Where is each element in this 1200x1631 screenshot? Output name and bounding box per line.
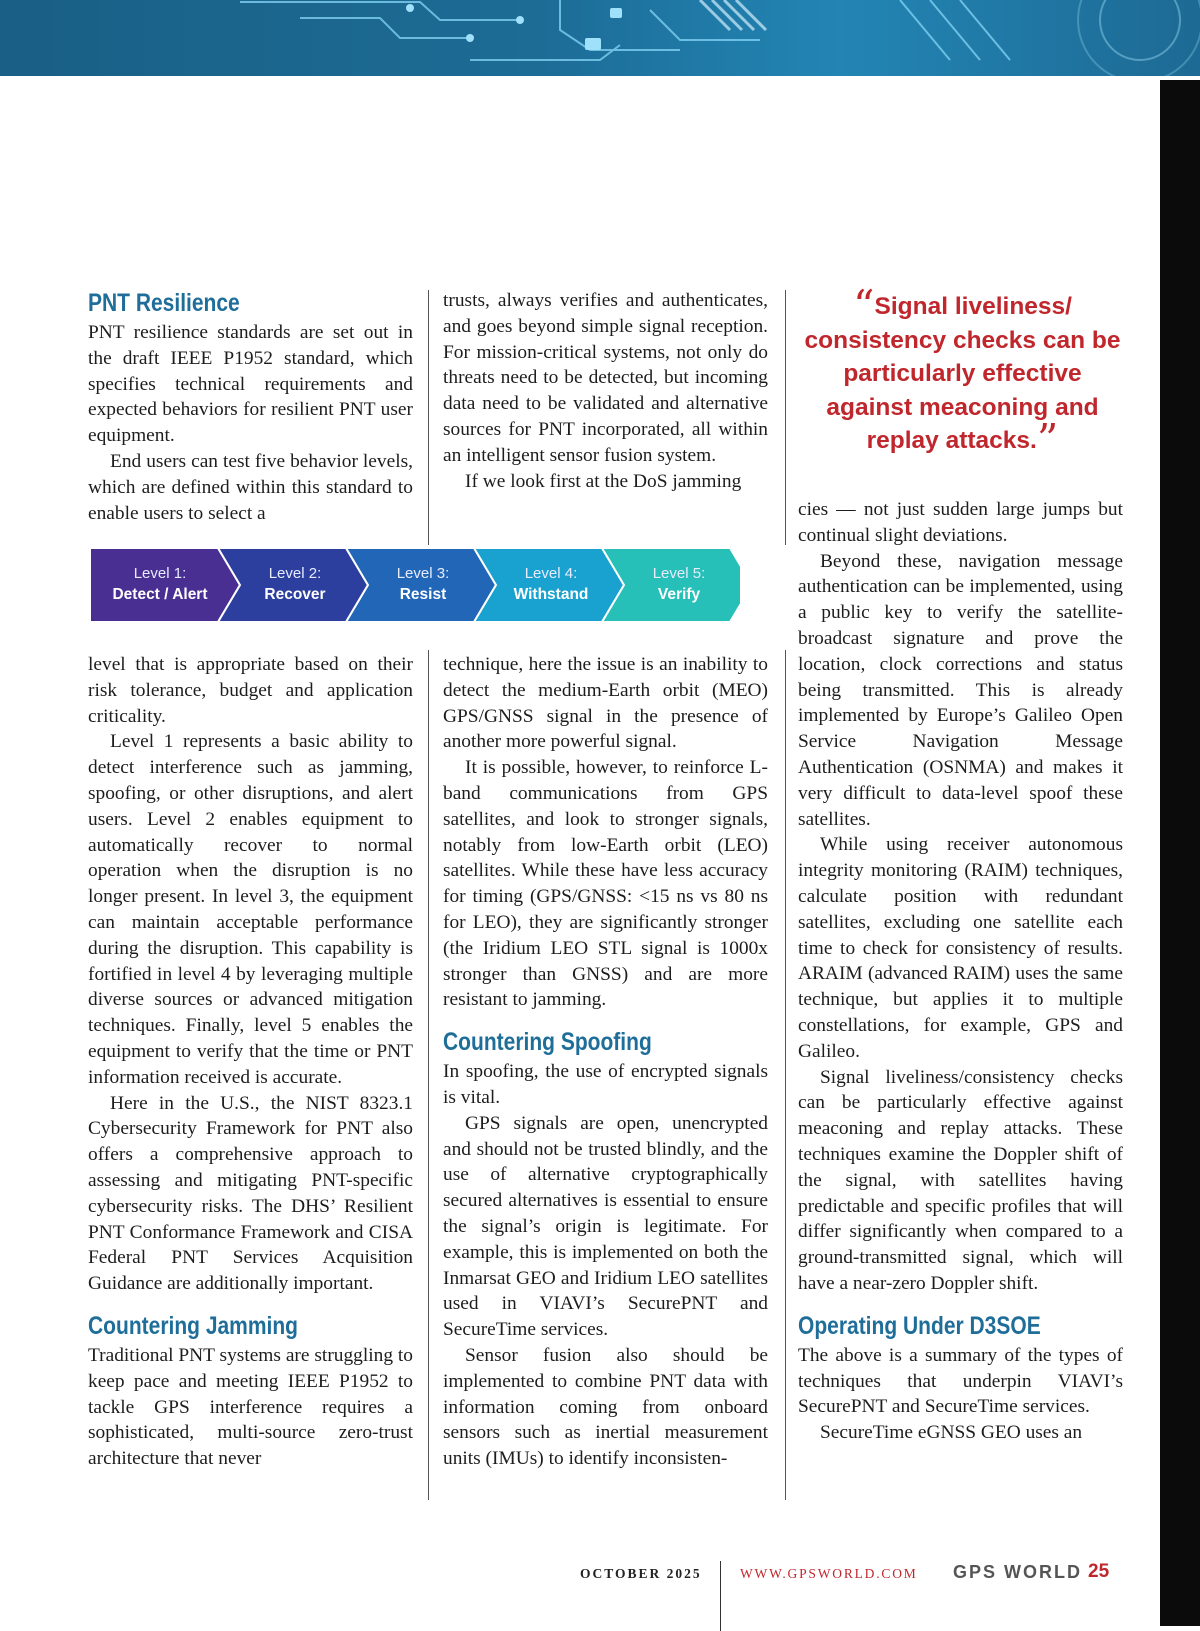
body-paragraph: End users can test five behavior levels, which are defined within this standard to enable users to select a bbox=[88, 450, 413, 524]
section-heading: Operating Under D3SOE bbox=[798, 1311, 1041, 1340]
pull-quote-text: Signal liveliness/ consistency checks can be particularly effective against meaconing and replay attacks. bbox=[804, 293, 1121, 454]
section-heading: Countering Spoofing bbox=[443, 1028, 652, 1057]
column-rule bbox=[785, 290, 786, 545]
footer-magazine-name: GPS WORLD bbox=[953, 1562, 1082, 1582]
level-name: Detect / Alert bbox=[112, 586, 208, 603]
level-name: Recover bbox=[264, 586, 326, 603]
level-title: Level 1: bbox=[133, 565, 187, 582]
body-paragraph: trusts, always verifies and authenticates, and goes beyond simple signal reception. For mission-critical systems, not only do threats need to be detected, but incoming data need to be validated and alternative sources for PNT incorporated, all within an intelligent sensor fusion system. bbox=[443, 290, 768, 466]
body-paragraph: In spoofing, the use of encrypted signals is vital. bbox=[443, 1061, 768, 1108]
footer-divider bbox=[720, 1561, 721, 1631]
column-middle-top bbox=[443, 288, 768, 494]
level-chevron bbox=[218, 548, 368, 622]
body-paragraph: PNT resilience standards are set out in the draft IEEE P1952 standard, which specifies technical requirements and expected behaviors for resilient PNT user equipment. bbox=[88, 322, 413, 447]
body-paragraph: Traditional PNT systems are struggling to keep pace and meeting IEEE P1952 to tackle GPS interference requires a sophisticated, multi-source zero-trust architecture that never bbox=[88, 1344, 413, 1470]
level-title: Level 2: bbox=[268, 565, 322, 582]
level-chevron bbox=[474, 548, 624, 622]
level-title: Level 3: bbox=[396, 565, 450, 582]
level-step bbox=[346, 548, 496, 622]
body-paragraph: level that is appropriate based on their risk tolerance, budget and application criticality. bbox=[88, 654, 413, 727]
level-chevron bbox=[346, 548, 496, 622]
column-left-bottom bbox=[88, 652, 413, 1472]
column-rule bbox=[428, 650, 429, 1500]
body-paragraph: Signal liveliness/consistency checks can be particularly effective against meaconing and replay attacks. These techniques examine the Doppler shift of the signal, with satellites having predictable and specific profiles that will differ significantly when compared to a ground-transmitted signal, which will have a near-zero Doppler shift. bbox=[798, 1066, 1123, 1294]
body-paragraph: Level 1 represents a basic ability to detect interference such as jamming, spoofing, or other disruptions, and alert users. Level 2 enables equipment to automatically recover to normal operation when the disruption is no longer present. In level 3, the equipment can maintain acceptable performance during the disruption. This capability is fortified in level 4 by leveraging multiple diverse sources or advanced mitigation techniques. Finally, level 5 enables the equipment to verify that the time or PNT information received is accurate. bbox=[88, 731, 413, 1088]
body-paragraph: While using receiver autonomous integrity monitoring (RAIM) techniques, calculate position with redundant satellites, excluding one satellite each time to check for consistency of results. ARAIM (advanced RAIM) uses the same technique, but applies it to multiple constellations, for example, GPS and Galileo. bbox=[798, 834, 1123, 1062]
column-right bbox=[798, 497, 1123, 1446]
level-step bbox=[218, 548, 368, 622]
column-rule bbox=[428, 290, 429, 545]
level-title: Level 4: bbox=[524, 565, 578, 582]
footer-url[interactable]: WWW.GPSWORLD.COM bbox=[740, 1566, 918, 1581]
page-footer bbox=[0, 1563, 1200, 1589]
level-chevron bbox=[90, 548, 240, 622]
level-step bbox=[474, 548, 624, 622]
body-paragraph: GPS signals are open, unencrypted and should not be trusted blindly, and the use of alternative cryptographically secured alternatives is essential to ensure the signal’s origin is legitimate. For example, this is implemented on both the Inmarsat GEO and Iridium LEO satellites used in VIAVI’s SecurePNT and SecureTime services. bbox=[443, 1112, 768, 1341]
column-rule bbox=[785, 650, 786, 1500]
footer-date: OCTOBER 2025 bbox=[580, 1566, 702, 1581]
behavior-levels-diagram bbox=[90, 546, 740, 624]
header-banner bbox=[0, 0, 1200, 76]
level-title: Level 5: bbox=[652, 565, 706, 582]
open-quote-mark: “ bbox=[853, 281, 875, 330]
footer-page-number: 25 bbox=[1088, 1561, 1110, 1582]
body-paragraph: If we look first at the DoS jamming bbox=[465, 470, 742, 492]
level-step bbox=[90, 548, 240, 622]
body-paragraph: The above is a summary of the types of techniques that underpin VIAVI’s SecurePNT and SecureTime services. bbox=[798, 1344, 1123, 1418]
column-middle-bottom bbox=[443, 652, 768, 1472]
level-name: Verify bbox=[657, 586, 701, 603]
section-heading: PNT Resilience bbox=[88, 289, 240, 317]
column-left-top bbox=[88, 288, 413, 526]
body-paragraph: Beyond these, navigation message authentication can be implemented, using a public key to verify the satellite-broadcast signature and prove the location, clock corrections and status being transmitted. This is already implemented by Europe’s Galileo Open Service Navigation Message Authentication (OSNMA) and makes it very difficult to data-level spoof these satellites. bbox=[798, 550, 1123, 830]
body-paragraph: technique, here the issue is an inability to detect the medium-Earth orbit (MEO) GPS/GNSS signal in the presence of another more powerful signal. bbox=[443, 654, 768, 753]
body-paragraph: SecureTime eGNSS GEO uses an bbox=[820, 1422, 1083, 1444]
level-name: Withstand bbox=[513, 586, 589, 603]
page-edge-bar bbox=[1160, 80, 1200, 1626]
section-heading: Countering Jamming bbox=[88, 1311, 299, 1340]
body-paragraph: Here in the U.S., the NIST 8323.1 Cybersecurity Framework for PNT also offers a comprehensive approach to assessing and mitigating PNT-specific cybersecurity risks. The DHS’ Resilient PNT Conformance Framework and CISA Federal PNT Services Acquisition Guidance are additionally important. bbox=[88, 1092, 413, 1295]
circuit-pattern-icon bbox=[0, 0, 1200, 76]
level-name: Resist bbox=[399, 586, 447, 603]
body-paragraph: Sensor fusion also should be implemented to combine PNT data with information coming from onboard sensors such as inertial measurement units (IMUs) to identify inconsisten- bbox=[443, 1344, 768, 1470]
close-quote-mark: ” bbox=[1036, 415, 1059, 464]
body-paragraph: cies — not just sudden large jumps but continual slight deviations. bbox=[798, 499, 1123, 546]
pull-quote bbox=[800, 281, 1125, 470]
body-paragraph: It is possible, however, to reinforce L-band communications from GPS satellites, and look to stronger signals, notably from low-Earth orbit (LEO) satellites. While these have less accuracy for timing (GPS/GNSS: <15 ns vs 80 ns for LEO), they are significantly stronger (the Iridium LEO STL signal is 1000x stronger than GNSS) and are more resistant to jamming. bbox=[443, 757, 768, 1011]
